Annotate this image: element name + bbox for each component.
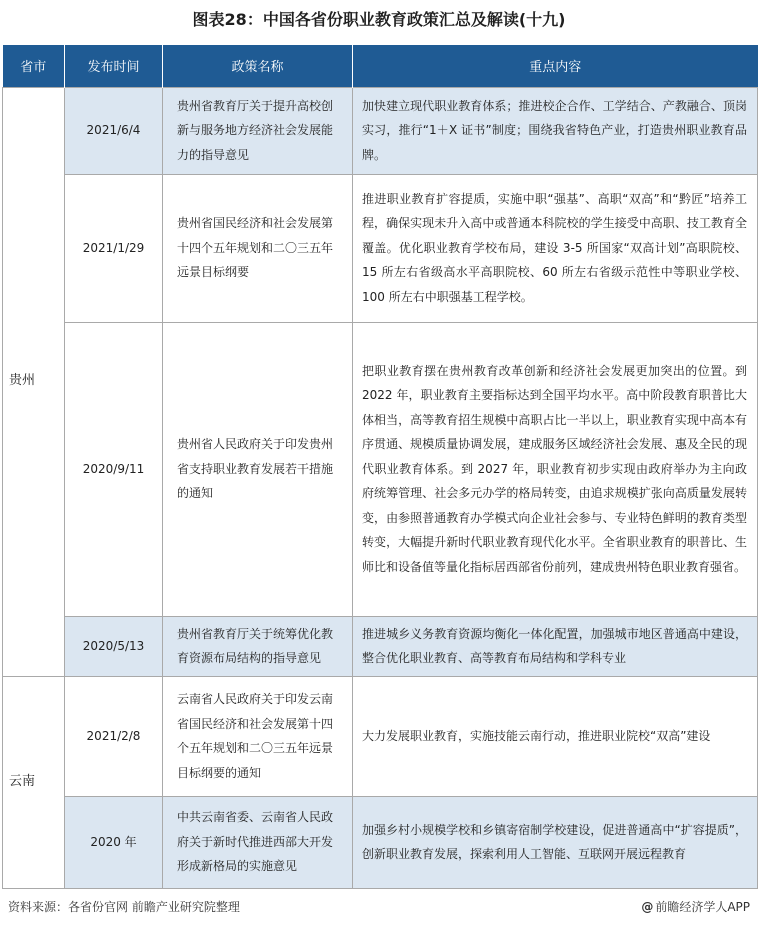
credit-note [641, 898, 750, 915]
date-cell: 2021/2/8 [65, 676, 163, 796]
policy-cell: 贵州省国民经济和社会发展第十四个五年规划和二〇三五年远景目标纲要 [163, 174, 353, 322]
content-cell: 大力发展职业教育，实施技能云南行动，推进职业院校“双高”建设 [353, 676, 758, 796]
date-cell: 2021/6/4 [65, 87, 163, 174]
header-content: 重点内容 [353, 45, 758, 87]
date-cell: 2020/9/11 [65, 322, 163, 616]
policy-cell: 中共云南省委、云南省人民政府关于新时代推进西部大开发形成新格局的实施意见 [163, 796, 353, 888]
table-row [3, 322, 758, 616]
policy-cell: 贵州省教育厅关于统筹优化教育资源布局结构的指导意见 [163, 616, 353, 676]
policy-cell: 贵州省教育厅关于提升高校创新与服务地方经济社会发展能力的指导意见 [163, 87, 353, 174]
policy-cell: 贵州省人民政府关于印发贵州省支持职业教育发展若干措施的通知 [163, 322, 353, 616]
date-cell: 2020 年 [65, 796, 163, 888]
date-cell: 2021/1/29 [65, 174, 163, 322]
table-row [3, 676, 758, 796]
table-row [3, 87, 758, 174]
page-title: 图表28：中国各省份职业教育政策汇总及解读(十九) [192, 10, 566, 29]
at-symbol: @ [641, 900, 654, 914]
content-cell: 把职业教育摆在贵州教育改革创新和经济社会发展更加突出的位置。到 2022 年，职业教育主要指标达到全国平均水平。高中阶段教育职普比大体相当，高等教育招生规模中高职占比一半以上，职业教育实现中高本有序贯通、规模质量协调发展，建成服务区域经济社会发展、惠及全民的现代职业教育体系。到 2027 年，职业教育初步实现由政府举办为主向政府统筹管理、社会多元办学的格局转变，由追求规模扩张向高质量发展转变，由参照普通教育办学模式向企业社会参与、专业特色鲜明的教育类型转变，大幅提升新时代职业教育现代化水平。全省职业教育的职普比、生师比和设备值等量化指标居西部省份前列，建成贵州特色职业教育强省。 [353, 322, 758, 616]
table-row [3, 796, 758, 888]
header-province: 省市 [3, 45, 65, 87]
content-cell: 加快建立现代职业教育体系；推进校企合作、工学结合、产教融合、顶岗实习，推行“1＋X 证书”制度；围绕我省特色产业，打造贵州职业教育品牌。 [353, 87, 758, 174]
table-row [3, 174, 758, 322]
content-cell: 加强乡村小规模学校和乡镇寄宿制学校建设，促进普通高中“扩容提质”，创新职业教育发展，探索利用人工智能、互联网开展远程教育 [353, 796, 758, 888]
policy-cell: 云南省人民政府关于印发云南省国民经济和社会发展第十四个五年规划和二〇三五年远景目标纲要的通知 [163, 676, 353, 796]
province-cell: 贵州 [3, 87, 65, 676]
province-cell: 云南 [3, 676, 65, 888]
date-cell: 2020/5/13 [65, 616, 163, 676]
header-policy: 政策名称 [163, 45, 353, 87]
content-cell: 推进城乡义务教育资源均衡化一体化配置，加强城市地区普通高中建设，整合优化职业教育、高等教育布局结构和学科专业 [353, 616, 758, 676]
content-cell: 推进职业教育扩容提质，实施中职“强基”、高职“双高”和“黔匠”培养工程，确保实现未升入高中或普通本科院校的学生接受中高职、技工教育全覆盖。优化职业教育学校布局，建设 3-5 所国家“双高计划”高职院校、15 所左右省级高水平高职院校、60 所左右省级示范性中等职业学校、100 所左右中职强基工程学校。 [353, 174, 758, 322]
table-row [3, 616, 758, 676]
table-header-row [3, 45, 758, 87]
policy-table [2, 45, 758, 889]
credit-text: 前瞻经济学人APP [655, 900, 750, 914]
source-note: 资料来源：各省份官网 前瞻产业研究院整理 [8, 900, 240, 914]
header-date: 发布时间 [65, 45, 163, 87]
